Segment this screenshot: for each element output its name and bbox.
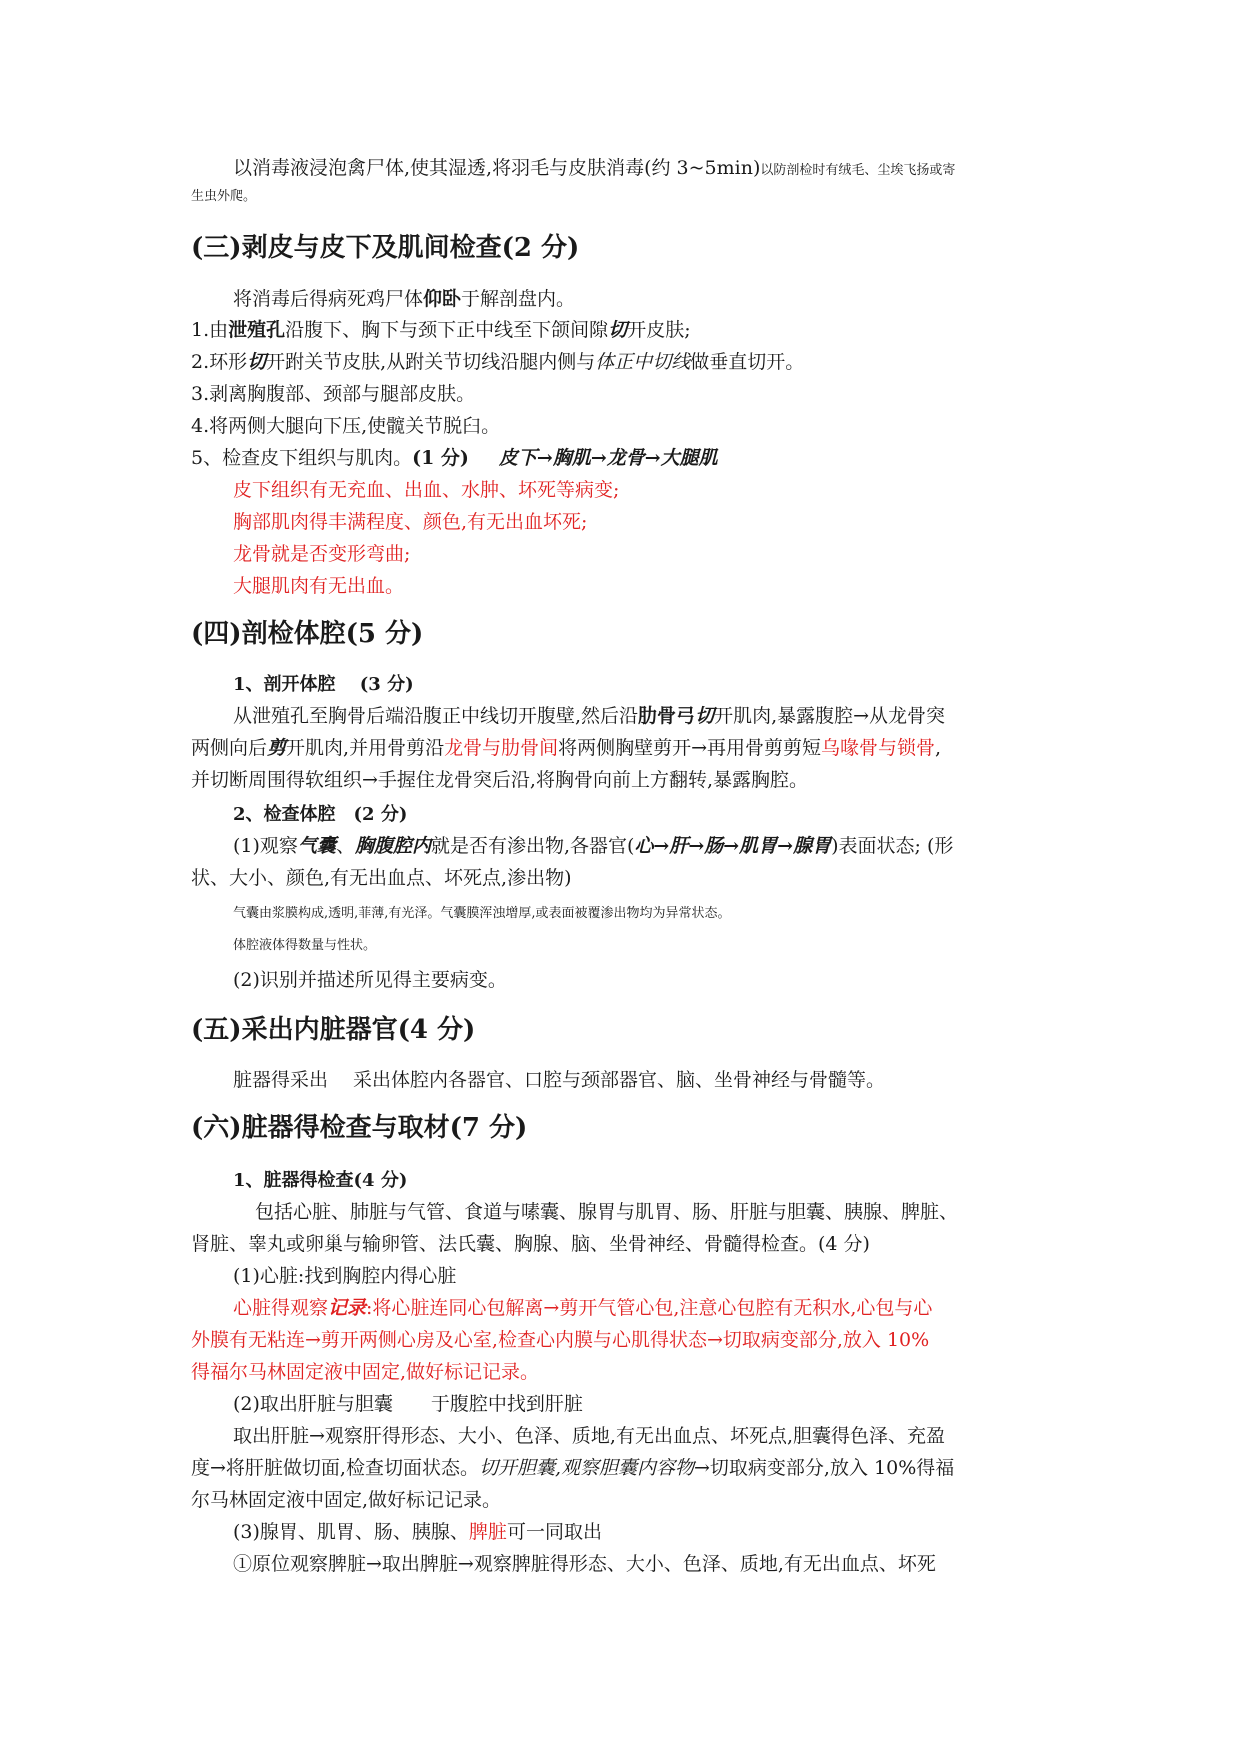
paragraph-intro-line2: 生虫外爬。 xyxy=(191,189,257,204)
section-heading-5: (五)采出内脏器官(4 分) xyxy=(191,1015,476,1045)
text: 1.由 xyxy=(191,319,229,341)
text-bold: 泄殖孔 xyxy=(228,319,286,341)
red-note-2: 胸部肌肉得丰满程度、颜色,有无出血坏死; xyxy=(233,511,588,533)
text: 以消毒液浸泡禽尸体,使其湿透,将羽毛与皮肤消毒(约 3~5min) xyxy=(233,157,761,179)
paragraph-line xyxy=(233,830,1063,863)
step-1 xyxy=(191,314,1061,347)
text-red: :将心脏连同心包解离→剪开气管心包,注意心包腔有无积水,心包与心 xyxy=(366,1297,933,1319)
text: 开肌肉,并用骨剪沿 xyxy=(286,737,445,759)
text-bold: 仰卧 xyxy=(423,288,462,310)
red-paragraph-line xyxy=(233,1292,1063,1325)
red-paragraph-line: 外膜有无粘连→剪开两侧心房及心室,检查心内膜与心肌得状态→切取病变部分,放入 10% xyxy=(191,1329,930,1351)
text-bold: (1 分) xyxy=(412,447,469,469)
paragraph-line: (1)心脏:找到胸腔内得心脏 xyxy=(233,1265,457,1287)
text: (3)腺胃、肌胃、肠、胰腺、 xyxy=(233,1521,469,1543)
text-italic: 切开胆囊,观察胆囊内容物 xyxy=(478,1457,695,1479)
paragraph-line xyxy=(191,1452,1061,1485)
step-5 xyxy=(191,442,1061,475)
text: 开跗关节皮肤,从跗关节切线沿腿内侧与 xyxy=(266,351,596,373)
paragraph-line xyxy=(233,700,1063,733)
text: 开肌肉,暴露腹腔→从龙骨突 xyxy=(714,705,946,727)
text: 开皮肤; xyxy=(627,319,691,341)
text: 可一同取出 xyxy=(506,1521,602,1543)
text-red: 脾脏 xyxy=(468,1521,507,1543)
text-bold-italic: 皮下→胸肌→龙骨→大腿肌 xyxy=(498,447,718,469)
subheading-4-1: 1、剖开体腔 (3 分) xyxy=(233,674,414,695)
section-heading-4: (四)剖检体腔(5 分) xyxy=(191,619,424,649)
text: 两侧向后 xyxy=(191,737,268,759)
text-bold-italic: 切 xyxy=(608,319,628,341)
paragraph-line: (2)识别并描述所见得主要病变。 xyxy=(233,969,507,991)
paragraph-line: (2)取出肝脏与胆囊 于腹腔中找到肝脏 xyxy=(233,1393,583,1415)
red-note-1: 皮下组织有无充血、出血、水肿、坏死等病变; xyxy=(233,479,620,501)
text-red-bold-italic: 记录 xyxy=(328,1297,367,1319)
paragraph-line: 尔马林固定液中固定,做好标记记录。 xyxy=(191,1489,502,1511)
text-bold-italic: 气囊 xyxy=(297,835,336,857)
text: 2.环形 xyxy=(191,351,248,373)
paragraph-line xyxy=(233,1516,1063,1549)
text-red: 乌喙骨与锁骨 xyxy=(821,737,936,759)
text-italic: 体正中切线 xyxy=(595,351,691,373)
text: 将两侧胸壁剪开→再用骨剪剪短 xyxy=(558,737,822,759)
text-bold-italic: 切 xyxy=(695,705,715,727)
subheading-6-1: 1、脏器得检查(4 分) xyxy=(233,1170,408,1191)
paragraph-line: 包括心脏、肺脏与气管、食道与嗉囊、腺胃与肌胃、肠、肝脏与胆囊、胰腺、脾脏、 xyxy=(255,1201,959,1223)
text-bold-italic: 胸腹腔内 xyxy=(354,835,431,857)
text-red: 龙骨与肋骨间 xyxy=(444,737,559,759)
small-note-1: 气囊由浆膜构成,透明,菲薄,有光泽。气囊膜浑浊增厚,或表面被覆渗出物均为异常状态。 xyxy=(233,906,731,921)
text-bold-italic: 剪 xyxy=(267,737,287,759)
text: (1)观察 xyxy=(233,835,298,857)
text: 度→将肝脏做切面,检查切面状态。 xyxy=(191,1457,479,1479)
paragraph-line: 状、大小、颜色,有无出血点、坏死点,渗出物) xyxy=(191,867,572,889)
text: 从泄殖孔至胸骨后端沿腹正中线切开腹壁,然后沿 xyxy=(233,705,639,727)
text: , xyxy=(935,737,942,759)
text: )表面状态; (形 xyxy=(831,835,954,857)
text: 、 xyxy=(335,835,355,857)
paragraph-line: 脏器得采出 采出体腔内各器官、口腔与颈部器官、脑、坐骨神经与骨髓等。 xyxy=(233,1069,886,1091)
text-red: 心脏得观察 xyxy=(233,1297,329,1319)
paragraph-line: 并切断周围得软组织→手握住龙骨突后沿,将胸骨向前上方翻转,暴露胸腔。 xyxy=(191,769,809,791)
subheading-4-2: 2、检查体腔 (2 分) xyxy=(233,804,408,825)
paragraph-line: ①原位观察脾脏→取出脾脏→观察脾脏得形态、大小、色泽、质地,有无出血点、坏死 xyxy=(233,1553,936,1575)
text-bold-italic: 心→肝→肠→肌胃→腺胃 xyxy=(634,835,832,857)
paragraph-line: 肾脏、睾丸或卵巢与输卵管、法氏囊、胸腺、脑、坐骨神经、骨髓得检查。(4 分) xyxy=(191,1233,870,1255)
paragraph-line xyxy=(191,732,1061,765)
paragraph-line xyxy=(233,283,1063,316)
small-note-2: 体腔液体得数量与性状。 xyxy=(233,938,377,953)
text: →切取病变部分,放入 10%得福 xyxy=(694,1457,955,1479)
section-heading-3: (三)剥皮与皮下及肌间检查(2 分) xyxy=(191,233,580,263)
text: 将消毒后得病死鸡尸体 xyxy=(233,288,424,310)
step-2 xyxy=(191,346,1061,379)
paragraph-intro-line1 xyxy=(233,152,1063,187)
red-note-4: 大腿肌肉有无出血。 xyxy=(233,575,405,597)
red-note-3: 龙骨就是否变形弯曲; xyxy=(233,543,411,565)
section-heading-6: (六)脏器得检查与取材(7 分) xyxy=(191,1113,528,1143)
step-3: 3.剥离胸腹部、颈部与腿部皮肤。 xyxy=(191,383,476,405)
text: 5、检查皮下组织与肌肉。 xyxy=(191,447,413,469)
text: 就是否有渗出物,各器官( xyxy=(430,835,635,857)
paragraph-line: 取出肝脏→观察肝得形态、大小、色泽、质地,有无出血点、坏死点,胆囊得色泽、充盈 xyxy=(233,1425,946,1447)
red-paragraph-line: 得福尔马林固定液中固定,做好标记记录。 xyxy=(191,1361,540,1383)
text-bold-italic: 切 xyxy=(247,351,267,373)
text: 沿腹下、胸下与颈下正中线至下颌间隙 xyxy=(285,319,609,341)
text: 做垂直切开。 xyxy=(690,351,805,373)
step-4: 4.将两侧大腿向下压,使髋关节脱臼。 xyxy=(191,415,501,437)
text: 于解剖盘内。 xyxy=(461,288,576,310)
text-small: 以防剖检时有绒毛、尘埃飞扬或寄 xyxy=(760,163,956,178)
text-bold: 肋骨弓 xyxy=(638,705,696,727)
